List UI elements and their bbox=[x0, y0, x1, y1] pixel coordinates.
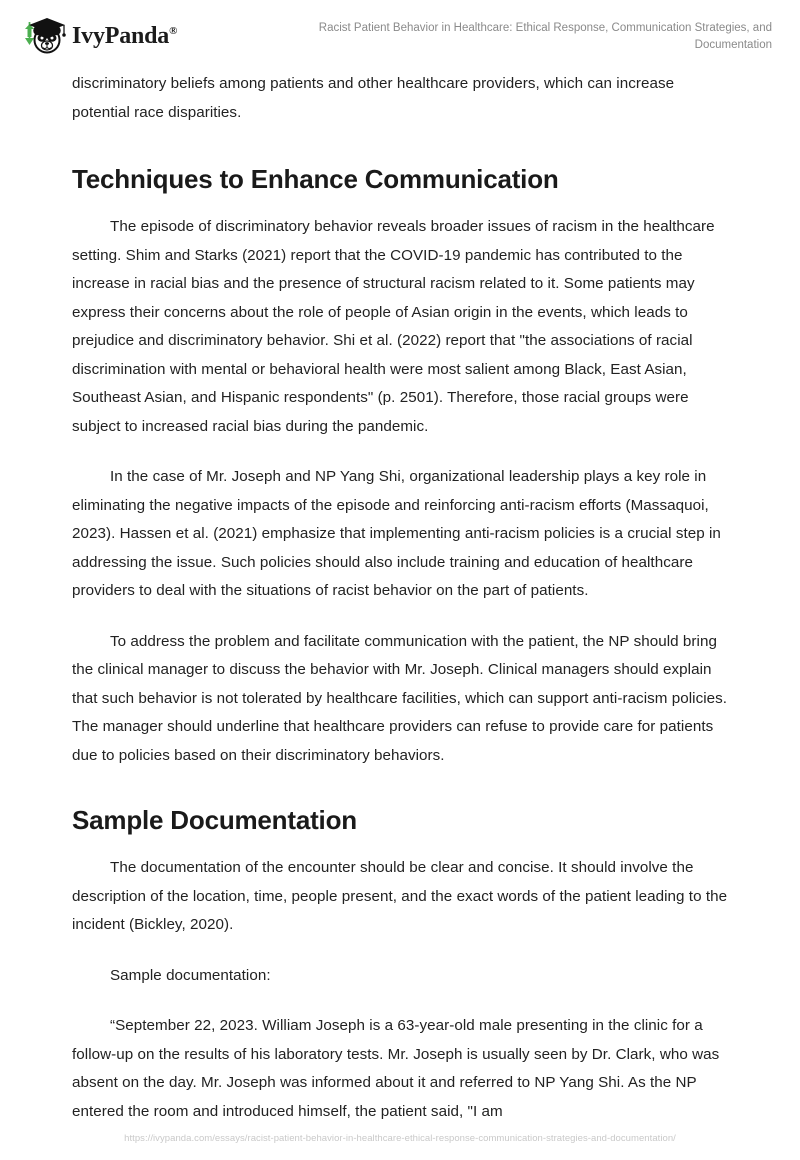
paragraph-sample-documentation-label: Sample documentation: bbox=[110, 966, 271, 984]
paragraph-clinical-manager: To address the problem and facilitate communication with the patient, the NP should bring the clinical manager to discuss the behavior with Mr. Joseph. Clinical managers should explain that such behavior is not tolerated by healthcare facilities, which can support anti-racism policies. The manager should underline that healthcare providers can refuse to provide care for patients due to policies based on their discriminatory behaviors. bbox=[72, 632, 728, 764]
page-footer-source-url[interactable]: https://ivypanda.com/essays/racist-patient-behavior-in-healthcare-ethical-response-communication-strategies-and-documentation/ bbox=[124, 1133, 676, 1144]
paragraph-organizational-leadership: In the case of Mr. Joseph and NP Yang Shi, organizational leadership plays a key role in eliminating the negative impacts of the episode and reinforcing anti-racism efforts (Massaquoi, 2023). Hassen et al. (2021) emphasize that implementing anti-racism policies is a crucial step in addressing the issue. Such policies should also include training and education of healthcare providers to deal with the situations of racist behavior on the part of patients. bbox=[72, 468, 721, 599]
ivypanda-panda-graduate-logo-icon bbox=[18, 14, 70, 58]
brand-wordmark-text: IvyPanda bbox=[72, 23, 170, 49]
heading-techniques-to-enhance-communication: Techniques to Enhance Communication bbox=[72, 164, 559, 194]
document-title-header: Racist Patient Behavior in Healthcare: Ethical Response, Communication Strategies, and Documentation bbox=[318, 22, 772, 51]
heading-sample-documentation: Sample Documentation bbox=[72, 805, 357, 835]
document-content bbox=[72, 70, 728, 1126]
brand-wordmark bbox=[72, 24, 177, 48]
page-header bbox=[0, 0, 800, 68]
paragraph-documentation-clear-concise: The documentation of the encounter should be clear and concise. It should involve the description of the location, time, people present, and the exact words of the patient leading to the incident (Bickley, 2020). bbox=[72, 859, 728, 933]
paragraph-continued: discriminatory beliefs among patients and other healthcare providers, which can increase potential race disparities. bbox=[72, 75, 675, 121]
brand-logo[interactable] bbox=[18, 14, 177, 58]
paragraph-racism-broader-issues: The episode of discriminatory behavior reveals broader issues of racism in the healthcare setting. Shim and Starks (2021) report that the COVID-19 pandemic has contributed to the increase in racial bias and the presence of structural racism related to it. Some patients may express their concerns about the role of people of Asian origin in the events, which leads to prejudice and discriminatory behavior. Shi et al. (2022) report that "the associations of racial discrimination with mental or behavioral health were most salient among Black, East Asian, Southeast Asian, and Hispanic respondents" (p. 2501). Therefore, those racial groups were subject to increased racial bias during the pandemic. bbox=[72, 218, 715, 435]
registered-trademark-symbol: ® bbox=[169, 25, 178, 37]
paragraph-sample-documentation-quote: “September 22, 2023. William Joseph is a 63-year-old male presenting in the clinic for a follow-up on the results of his laboratory tests. Mr. Joseph is usually seen by Dr. Clark, who was absent on the day. Mr. Joseph was informed about it and referred to NP Yang Shi. As the NP entered the room and introduced himself, the patient said, "I am bbox=[72, 1017, 720, 1120]
